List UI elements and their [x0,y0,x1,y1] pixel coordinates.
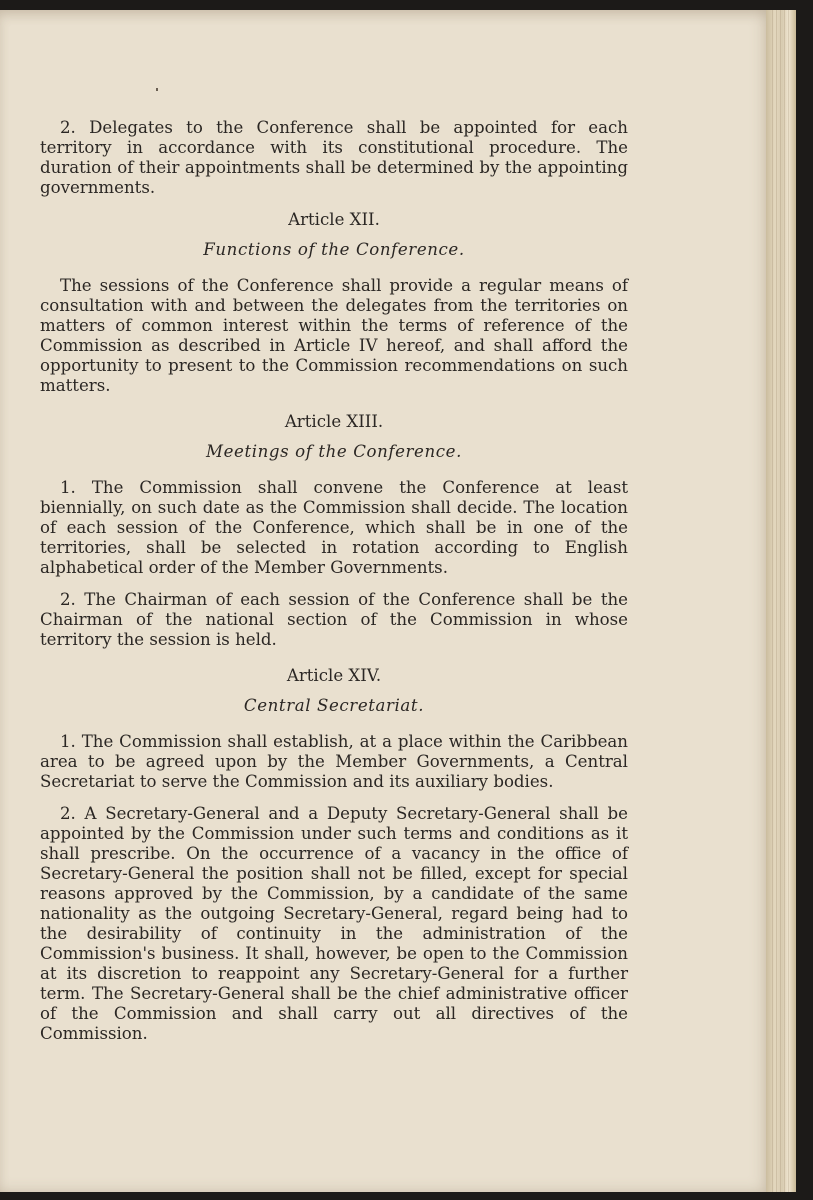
article-xiii-paragraph-1: 1. The Commission shall convene the Conference at least biennially, on such date as the Commission shall decide. The location of each session of the Conference, which shall be in one of the territories, shall be selected in rotation according to English alphabetical order of the Member Governments. [40,478,628,577]
article-xiv-paragraph-2: 2. A Secretary-General and a Deputy Secretary-General shall be appointed by the Commission under such terms and conditions as it shall prescribe. On the occurrence of a vacancy in the office of Secretary-General the position shall not be filled, except for special reasons approved by the Commission, by a candidate of the same nationality as the outgoing Secretary-General, regard being had to the desirability of continuity in the administration of the Commission's business. It shall, however, be open to the Commission at its discretion to reappoint any Secretary-General for a further term. The Secretary-General shall be the chief administrative officer of the Commission and shall carry out all directives of the Commission. [40,804,628,1043]
article-xiii-paragraph-2: 2. The Chairman of each session of the Conference shall be the Chairman of the national section of the Commission in whose territory the session is held. [40,590,628,649]
article-xii-heading: Article XII. [288,210,380,229]
page-text [40,118,628,1056]
ink-speck [156,88,158,91]
article-xii-paragraph-1: The sessions of the Conference shall provide a regular means of consultation with and between the delegates from the territories on matters of common interest within the terms of reference of the Commission as described in Article IV hereof, and shall afford the opportunity to present to the Commission recommendations on such matters. [40,276,628,395]
article-xii-subheading: Functions of the Conference. [203,240,465,259]
article-xiii-subheading: Meetings of the Conference. [206,442,462,461]
article-xiv-heading: Article XIV. [286,666,382,685]
article-xiv-paragraph-1: 1. The Commission shall establish, at a place within the Caribbean area to be agreed upon by the Member Governments, a Central Secretariat to serve the Commission and its auxiliary bodies. [40,732,628,791]
article-xiii-heading: Article XIII. [284,412,384,431]
page-edge [766,10,796,1192]
article-xiv-subheading: Central Secretariat. [243,696,425,715]
paragraph-delegates: 2. Delegates to the Conference shall be appointed for each territory in accordance with its constitutional procedure. The duration of their appointments shall be determined by the appointing governments. [40,118,628,197]
